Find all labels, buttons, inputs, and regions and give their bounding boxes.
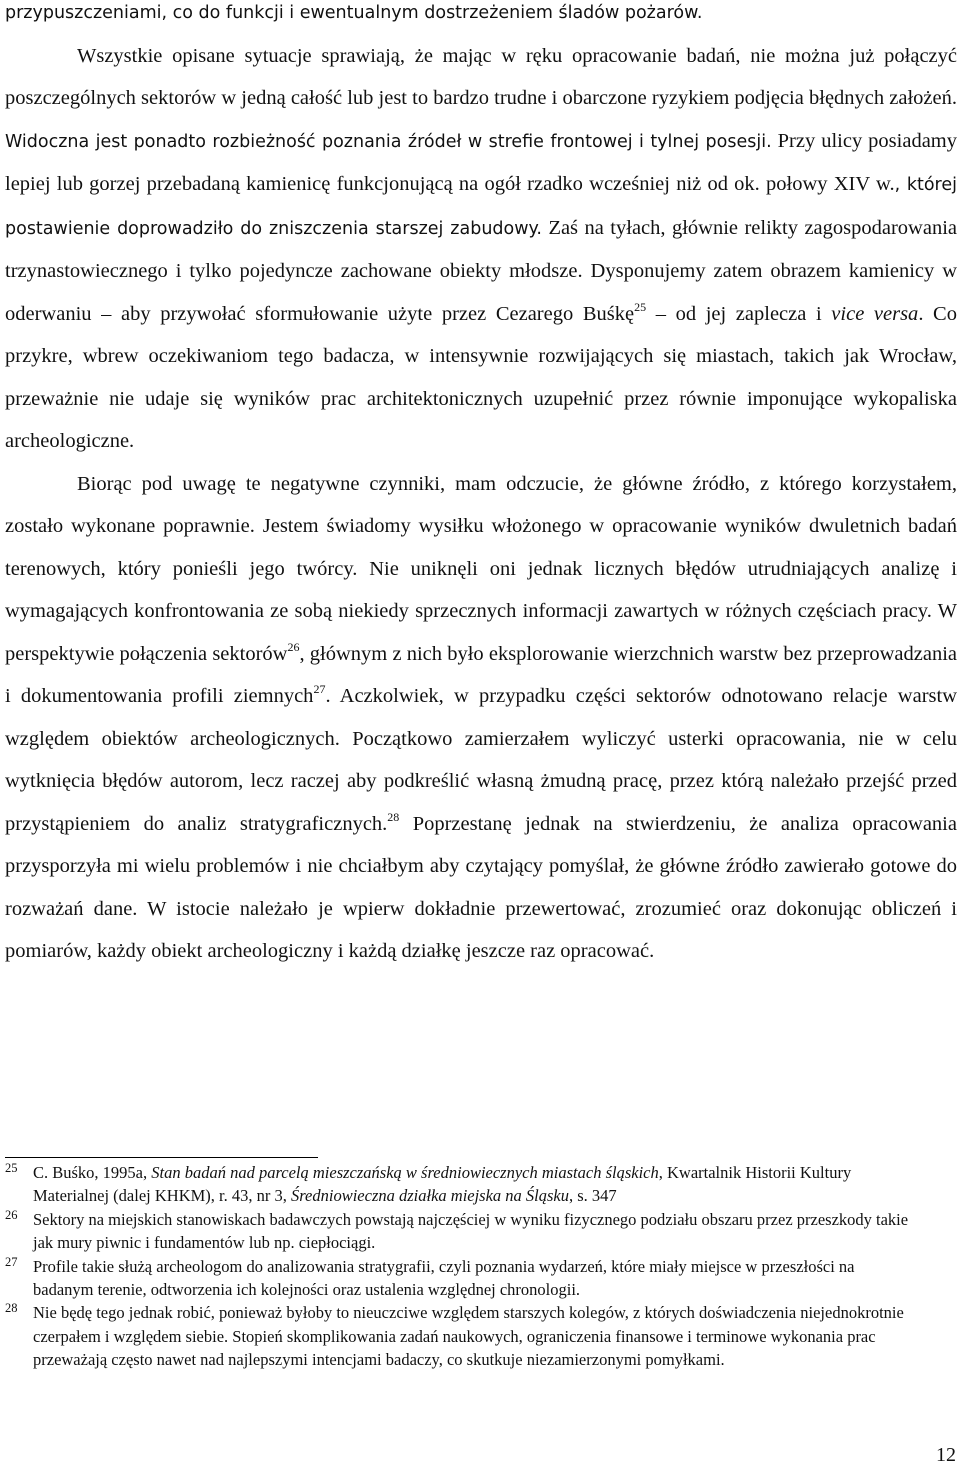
text-run: Dysponujemy zatem obrazem kamienicy w oderwaniu – aby przywołać sformułowanie użyte przez Cezarego Buśkę: [5, 260, 958, 325]
footnote-reference[interactable]: 27: [313, 682, 326, 696]
footnote-title: Średniowieczna działka miejska na Śląsku: [290, 1186, 570, 1206]
text-run: Wszystkie opisane sytuacje sprawiają, że mając w ręku opracowanie badań, nie można już połączyć poszczególnych sektorów w jedną całość lub jest to bardzo trudne i obarczone ryzykiem podjęcia błędnych założeń.: [5, 44, 957, 109]
footnote-text: , s. 347: [569, 1186, 617, 1206]
text-run: przypuszczeniami, co do funkcji i ewentualnym dostrzeżeniem śladów pożarów.: [5, 3, 703, 23]
text-run: , głównym z nich było eksplorowanie wierzchnich warstw bez przeprowadzania i dokumentowania profili ziemnych: [5, 642, 957, 707]
footnote-title: Stan badań nad parcelą mieszczańską w średniowiecznych miastach śląskich: [151, 1163, 659, 1182]
text-run: Poprzestanę jednak na stwierdzeniu, że analiza opracowania przysporzyła mi wielu problemów i nie chciałbym aby czytający pomyślał, że główne źródło zawierało gotowe do rozważań dane. W istocie należało je wpierw dokładnie przewertować, zrozumieć oraz dokonując obliczeń i pomiarów, każdy obiekt archeologiczny i każdą działkę jeszcze raz opracować.: [5, 812, 957, 962]
paragraph: [5, 463, 957, 973]
footnote-number: 25: [5, 1161, 18, 1175]
text-run: Biorąc pod uwagę te negatywne czynniki, mam odczucie, że główne źródło, z którego korzystałem, zostało wykonane poprawnie. Jestem świadomy wysiłku włożonego w opracowanie wyników dwuletnich badań terenowych, który ponieśli jego twórcy. Nie uniknęli oni jednak licznych błędów utrudniających analizę i wymagających konfrontowania ze sobą niekiedy sprzecznych informacji zawartych w różnych częściach pracy. W perspektywie połączenia sektorów: [5, 472, 957, 665]
footnote-text: C. Buśko, 1995a,: [33, 1163, 152, 1182]
footnote: [5, 1161, 915, 1208]
text-run: . Aczkolwiek, w przypadku części sektorów odnotowano relacje warstw względem obiektów archeologicznych. Początkowo zamierzałem wyliczyć usterki opracowania, nie w celu wytknięcia błędów autorom, lecz raczej aby podkreślić własną żmudną pracę, przez którą należało przejść przed przystąpieniem do analiz stratygraficznych.: [5, 685, 957, 835]
footnote: [5, 1255, 915, 1302]
paragraph-continuation: [5, 0, 957, 35]
text-run: Przy ulicy posiadamy lepiej lub gorzej przebadaną kamienicę funkcjonującą na ogół rzadko wcześniej niż od ok. połowy XIV w.: [5, 129, 958, 195]
text-run: Zaś na tyłach, głównie relikty zagospodarowania trzynastowiecznego i tylko pojedyncze zachowane obiekty młodsze.: [5, 216, 957, 282]
main-text: [5, 0, 957, 973]
footnote-reference[interactable]: 26: [287, 639, 300, 654]
footnote: [5, 1301, 915, 1371]
text-run: . Co przykre, wbrew oczekiwaniom tego badacza, w intensywnie rozwijających się miastach, takich jak Wrocław, przeważnie nie udaje się wyników prac architektonicznych uzupełnić przez równie imponujące wykopaliska archeologiczne.: [5, 302, 957, 452]
footnotes: [5, 1161, 915, 1372]
footnote-number: 27: [5, 1254, 18, 1269]
footnote-text: Nie będę tego jednak robić, ponieważ byłoby to nieuczciwe względem starszych kolegów, z których doświadczenia niejednokrotnie czerpałem i względem siebie. Stopień skomplikowania zadań naukowych, ograniczenia finansowe i terminowe wykonania prac przeważają często nawet nad najlepszymi intencjami badaczy, co skutkuje niezamierzonymi pomyłkami.: [33, 1303, 904, 1370]
footnote: [5, 1208, 915, 1255]
footnote-text: Profile takie służą archeologom do analizowania stratygrafii, czyli poznania wydarzeń, które miały miejsce w przeszłości na badanym terenie, odtworzenia ich kolejności oraz ustalenia względnej chronologii.: [33, 1256, 855, 1300]
footnote-number: 26: [5, 1207, 18, 1222]
footnote-text: Sektory na miejskich stanowiskach badawczych powstają najczęściej w wyniku fizycznego podziału obszaru przez przeszkody takie jak mury piwnic i fundamentów lub np. ciepłociągi.: [33, 1209, 909, 1253]
text-run: , której postawienie doprowadziło do zniszczenia starszej zabudowy.: [5, 175, 957, 239]
footnote-number: 28: [5, 1301, 18, 1316]
italic-text: vice versa: [831, 302, 919, 325]
footnote-reference[interactable]: 28: [387, 809, 400, 824]
footnote-text: , Kwartalnik Historii Kultury Materialnej (dalej KHKM), r. 43, nr 3,: [33, 1163, 852, 1206]
text-run: – od jej zaplecza i: [646, 302, 832, 325]
footnote-reference[interactable]: 25: [634, 299, 647, 314]
footnote-separator: [5, 1157, 318, 1158]
paragraph: [5, 35, 957, 463]
page-number: 12: [936, 1444, 956, 1466]
text-run: Widoczna jest ponadto rozbieżność poznania źródeł w strefie frontowej i tylnej posesji.: [5, 131, 772, 152]
